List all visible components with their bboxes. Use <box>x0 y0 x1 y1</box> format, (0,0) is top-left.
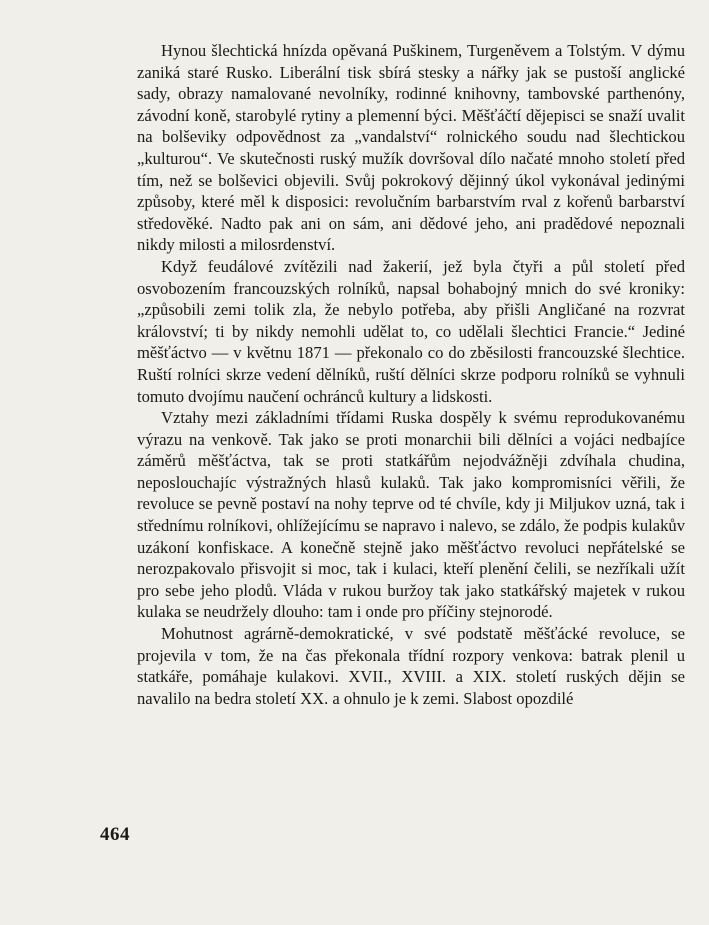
paragraph-1: Hynou šlechtická hnízda opěvaná Puškinem, Turgeněvem a Tolstým. V dýmu zaniká staré Rusko. Liberální tisk sbírá stesky a nářky jak se pustoší anglické sady, obrazy namalované nevolníky, rodinné knihovny, tambovské parthenóny, závodní koně, starobylé rytiny a plemenní býci. Měšťáčtí dějepisci se snaží uvalit na bolševiky odpovědnost za „vandalství“ rolnického soudu nad šlechtickou „kulturou“. Ve skutečnosti ruský mužík dovršoval dílo načaté mnoho století před tím, než se bolševici objevili. Svůj pokrokový dějinný úkol vykonával jedinými způsoby, které měl k disposici: revolučním barbarstvím rval z kořenů barbarství středověké. Nadto pak ani on sám, ani dědové jeho, ani pradědové nepoznali nikdy milosti a milosrdenství. <box>137 41 685 255</box>
paragraph-3: Vztahy mezi základními třídami Ruska dospěly k svému reprodukovanému výrazu na venkově. Tak jako se proti monarchii bili dělníci a vojáci nedbajíce záměrů měšťáctva, tak se proti statkářům nejodvážněji zdvíhala chudina, neposlouchajíc výstražných hlasů kulaků. Tak jako kompromisníci věřili, že revoluce se pevně postaví na nohy teprve od té chvíle, kdy ji Miljukov uzná, tak i střednímu rolníkovi, ohlížejícímu se napravo i nalevo, se zdálo, že podpis kulakův uzákoní konfiskace. A konečně stejně jako měšťáctvo revoluci nepřátelské se nerozpakovalo přisvojit si moc, tak i kulaci, kteří plenění čelili, se nezříkali užít pro sebe jeho plodů. Vláda v rukou buržoy tak jako statkářský majetek v rukou kulaka se neudržely dlouho: tam i onde pro příčiny stejnorodé. <box>137 408 685 622</box>
paragraph-2: Když feudálové zvítězili nad žakerií, jež byla čtyři a půl století před osvobozením francouzských rolníků, napsal bohabojný mnich do své kroniky: „způsobili zemi tolik zla, že nebylo potřeba, aby přišli Angličané na rozvrat království; ti by nikdy nemohli udělat to, co udělali šlechtici Francie.“ Jediné měšťáctvo — v květnu 1871 — překonalo co do zběsilosti francouzské šlechtice. Ruští rolníci skrze vedení dělníků, ruští dělníci skrze podporu rolníků se vyhnuli tomuto dvojímu naučení ochránců kultury a lidskosti. <box>137 256 685 406</box>
paragraph-4: Mohutnost agrárně-demokratické, v své podstatě měšťácké revoluce, se projevila v tom, že na čas překonala třídní rozpory venkova: batrak plenil u statkáře, pomáhaje kulakovi. XVII., XVIII. a XIX. století ruských dějin se navalilo na bedra století XX. a ohnulo je k zemi. Slabost opozdilé <box>137 624 685 708</box>
page-number: 464 <box>100 824 130 845</box>
body-text <box>137 40 685 709</box>
